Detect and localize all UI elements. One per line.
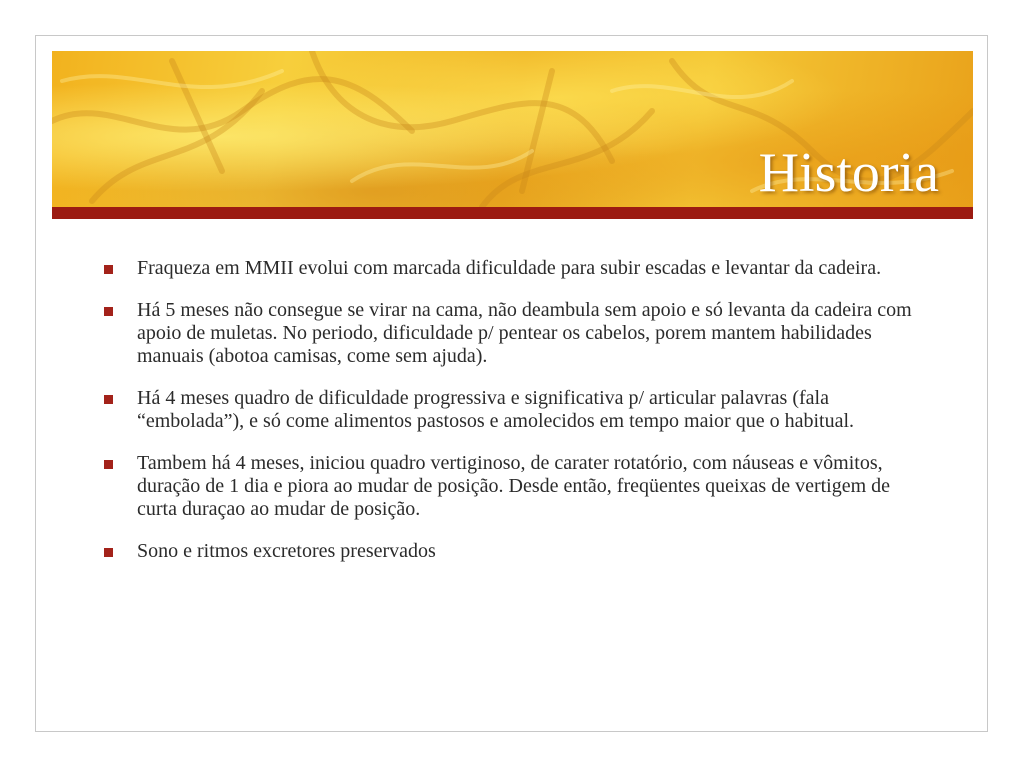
bullet-item bbox=[104, 540, 934, 563]
square-bullet-icon bbox=[104, 265, 113, 274]
square-bullet-icon bbox=[104, 548, 113, 557]
slide-title: Historia bbox=[758, 142, 939, 204]
bullet-text: Tambem há 4 meses, iniciou quadro vertiginoso, de carater rotatório, com náuseas e vômitos, duração de 1 dia e piora ao mudar de posição. Desde então, freqüentes queixas de vertigem de curta duraçao ao mudar de posição. bbox=[137, 452, 891, 520]
bullet-item bbox=[104, 299, 934, 368]
bullet-item bbox=[104, 387, 934, 433]
square-bullet-icon bbox=[104, 307, 113, 316]
title-banner bbox=[52, 51, 973, 207]
title-underline-bar bbox=[52, 207, 973, 219]
bullet-text: Sono e ritmos excretores preservados bbox=[137, 540, 436, 562]
bullet-item bbox=[104, 452, 934, 521]
bullet-text: Há 5 meses não consegue se virar na cama, não deambula sem apoio e só levanta da cadeira com apoio de muletas. No periodo, dificuldade p/ pentear os cabelos, porem mantem habilidades manuais (abotoa camisas, come sem ajuda). bbox=[137, 299, 912, 367]
bullet-text: Fraqueza em MMII evolui com marcada dificuldade para subir escadas e levantar da cadeira. bbox=[137, 257, 882, 279]
square-bullet-icon bbox=[104, 460, 113, 469]
bullet-text: Há 4 meses quadro de dificuldade progressiva e significativa p/ articular palavras (fala “embolada”), e só come alimentos pastosos e amolecidos em tempo maior que o habitual. bbox=[137, 387, 855, 432]
bullet-item bbox=[104, 257, 934, 280]
square-bullet-icon bbox=[104, 395, 113, 404]
bullet-list bbox=[104, 257, 934, 582]
